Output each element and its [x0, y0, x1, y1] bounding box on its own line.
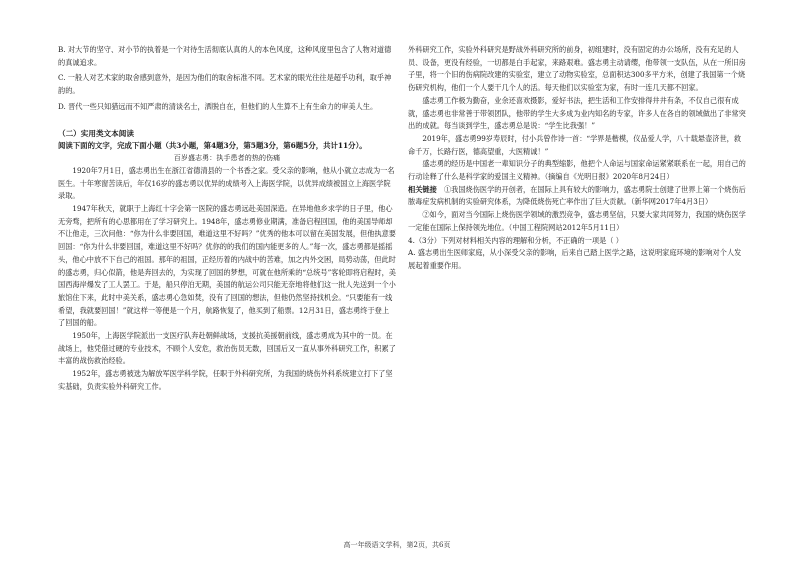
option-b: B. 对大节的坚守、对小节的执着是一个对待生活彻底认真的人的本色风度，这种风度里包含了人物对道德的真诚追求。 [58, 45, 392, 67]
related-link-1: ①我国烧伤医学的开创者，在国际上具有较大的影响力，盛志勇院士创建了世界上第一个烧伤后脓毒症发病机制的实验研究体系，为降低烧伤死亡率作出了巨大贡献。（新华网2017年4月3日） [408, 184, 746, 207]
article-paragraph-5: 外科研究工作，实验外科研究是野战外科研究所的前身，初组建时，没有固定的办公场所，没有充足的人员、设备，更没有经验，一切都是白手起家，来路艰难。盛志勇主动请缨，他带领一支队伍，从在一所旧房子里，将一个旧的伤病院改建的实验室，建立了动物实验室，总面积达300多平方米，创建了我国第一个烧伤研究机构，他们一个人要干几个人的活。每天他们以实验室为家，有时一连几天都不回家。 [408, 45, 746, 93]
option-c: C. 一般人对艺术家的取舍感到意外，是因为他们的取舍标准不同。艺术家的眼光往往是超乎功利，取乎神韵的。 [58, 73, 392, 96]
right-column [408, 44, 746, 273]
article-title: 百岁盛志勇：执手患者的热的伤痛 [173, 154, 281, 163]
page-footer: 高一年级语文学科，第2页，共6页 [343, 541, 451, 549]
article-paragraph-7: 2019年，盛志勇99岁寿辰时，付小兵曾作诗一首：“学界是楷模，仪品爱人学，八十载悬壶济世，救命千万，长路行医，德高望重，大医精诚！” [408, 133, 742, 156]
question-4-option-a: A. 盛志勇出生医师家庭，从小深受父亲的影响，后来自己踏上医学之路，这说明家庭环境的影响对个人发展起着重要作用。 [408, 248, 742, 270]
related-link-2: ②如今，面对当今国际上烧伤医学领域的激烈竞争，盛志勇坚信，只要大家共同努力，我国的烧伤医学一定能在国际上保持领先地位。（中国工程院网站2012年5月11日） [408, 210, 746, 232]
related-links [408, 184, 746, 209]
article-paragraph-1: 1920年7月1日，盛志勇出生在浙江省德清县的一个书香之家。受父亲的影响，他从小就立志成为一名医生。十年寒窗苦读后，年仅16岁的盛志勇以优异的成绩考入上海医学院，以优异成绩被国立上海医学院录取。 [58, 165, 395, 201]
left-column [58, 44, 396, 394]
article-paragraph-2: 1947年秋天，就职于上海红十字会第一医院的盛志勇远赴美国深造。在异地他乡求学的日子里，他心无旁骛，把所有的心思都用在了学习研究上。1948年，盛志勇修业期满，准备启程回国，他的美国导师却不让他走，三次问他：“你为什么非要回国，难道这里不好吗？”优秀的他本可以留在美国发展，但他执意要回国：“你为什么非要回国，难道这里不好吗？优你的的我们的国内能更多的人。”每一次，盛志勇都是摇摇头，他心中放不下自己的祖国。那年的祖国，正经历着的内战中的苦难，加之内外交困，局势动荡，但此时的盛志勇，归心似箭，他是奔回去的，为实现了回国的梦想，可就在他所乘的“总统号”客轮即将启程时，美国西海岸爆发了工人罢工。于是，船只停泊无期，美国的航运公司只能无奈地将他们这一批人先送到一个小旅馆住下来，此时中美关系，盛志勇心急如焚，没有了回国的想法，但他仍然坚持找机会。“只要能有一线希望，我就要回国！”就这样一等便是一个月，航路恢复了，他买到了船票。12月31日，盛志勇终于登上了回国的船。 [58, 204, 396, 328]
article-paragraph-3: 1950年，上海医学院派出一支医疗队奔赴朝鲜战场，支援抗美援朝前线，盛志勇成为其中的一员。在战场上，他凭借过硬的专业技术，不顾个人安危，救治伤员无数，回国后又一直从事外科研究工作，积累了丰富的战伤救治经验。 [58, 331, 396, 366]
reading-instructions: 阅读下面的文字，完成下面小题（共3小题，第4题3分，第5题3分，第6题5分，共计11分）。 [58, 140, 367, 150]
related-label: 相关链接 [408, 184, 437, 194]
article-paragraph-6: 盛志勇工作极为勤奋，业余还喜欢摄影，爱好书法，把生活和工作安排得井井有条，不仅自己很有成就，盛志勇也非常善于带领团队，他带的学生大多成为业内知名的专家，许多人在各自的领域做出了非常突出的成就。每当谈到学生，盛志勇总是说：“学生比我强！” [408, 95, 746, 131]
option-d: D. 晋代一些只知猎远而不知严肃的清谈名士，洒脱自在，但他们的人生算不上有生命力的审美人生。 [58, 101, 378, 111]
section-title: （二）实用类文本阅读 [58, 128, 134, 138]
article-paragraph-8: 盛志勇的经历是中国老一辈知识分子的典型缩影，他把个人命运与国家命运紧紧联系在一起，用自己的行动诠释了什么是科学家的爱国主义精神。（摘编自《光明日报》2020年8月24日） [408, 159, 746, 182]
article-paragraph-4: 1952年，盛志勇被选为解放军医学科学院，任职于外科研究所，为我国的烧伤外科系统建立打下了坚实基础，负责实验外科研究工作。 [58, 369, 393, 391]
question-4: 4.（3分）下列对材料相关内容的理解和分析，不正确的一项是（ ） [408, 235, 623, 245]
